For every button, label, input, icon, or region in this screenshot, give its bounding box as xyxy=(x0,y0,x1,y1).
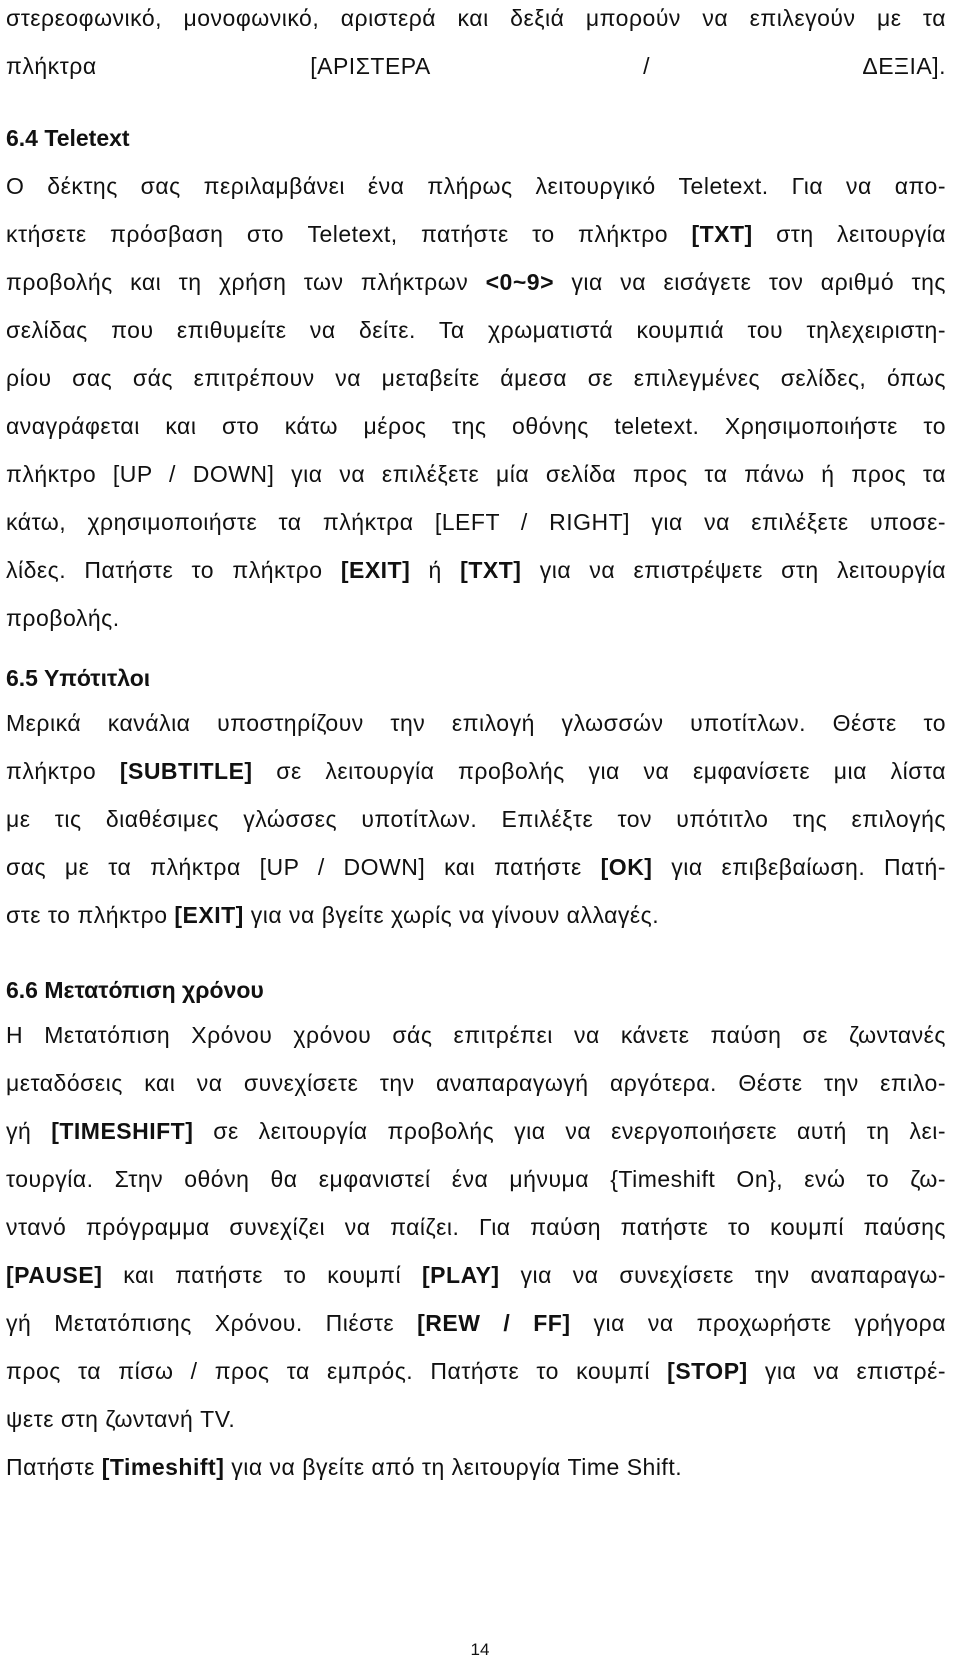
text-run: για να βγείτε χωρίς να γίνουν αλλαγές. xyxy=(243,902,660,928)
text-line xyxy=(6,0,946,42)
text-run: γή Μετατόπισης Χρόνου. Πιέστε xyxy=(6,1310,418,1336)
text-line xyxy=(6,594,946,642)
bold-key-label: [Timeshift] xyxy=(101,1454,225,1480)
bold-key-label: [PLAY] xyxy=(422,1262,500,1288)
bold-key-label: [EXIT] xyxy=(174,902,244,928)
text-run: πλήκτρο xyxy=(6,758,120,784)
text-run: στε το πλήκτρο xyxy=(6,902,175,928)
section-body-teletext xyxy=(6,162,946,642)
text-run: πλήκτρο [UP / DOWN] για να επιλέξετε μία σελίδα προς τα πάνω ή προς τα xyxy=(6,461,946,487)
text-run: στερεοφωνικό, μονοφωνικό, αριστερά και δεξιά μπορούν να επιλεγούν με τα xyxy=(6,5,946,31)
bold-key-label: [TXT] xyxy=(460,557,522,583)
section-heading-teletext: 6.4 Teletext xyxy=(6,125,130,151)
bold-key-label: [EXIT] xyxy=(340,557,411,583)
text-line xyxy=(6,843,946,891)
text-run: γή xyxy=(6,1118,52,1144)
text-line xyxy=(6,498,946,546)
text-run: για να βγείτε από τη λειτουργία Time Shift. xyxy=(224,1454,683,1480)
text-line xyxy=(6,1155,946,1203)
section-heading-subtitles: 6.5 Υπότιτλοι xyxy=(6,665,151,691)
text-run: για να επιστρέψετε στη λειτουργία xyxy=(521,557,946,583)
text-run: σε λειτουργία προβολής για να εμφανίσετε μια λίστα xyxy=(252,758,947,784)
text-run: σελίδας που επιθυμείτε να δείτε. Τα χρωματιστά κουμπιά του τηλεχειριστη- xyxy=(6,317,946,343)
text-run: αναγράφεται και στο κάτω μέρος της οθόνης teletext. Χρησιμοποιήστε το xyxy=(6,413,946,439)
text-line xyxy=(6,258,946,306)
text-run: ψετε στη ζωντανή TV. xyxy=(6,1406,236,1432)
text-run: τουργία. Στην οθόνη θα εμφανιστεί ένα μήνυμα {Timeshift On}, ενώ το ζω- xyxy=(6,1166,946,1192)
text-run: για να προχωρήστε γρήγορα xyxy=(570,1310,947,1336)
text-line xyxy=(6,402,946,450)
text-run: Μερικά κανάλια υποστηρίζουν την επιλογή γλωσσών υποτίτλων. Θέστε το xyxy=(6,710,946,736)
section-body-timeshift xyxy=(6,1011,946,1491)
text-run: σε λειτουργία προβολής για να ενεργοποιήσετε αυτή τη λει- xyxy=(193,1118,946,1144)
text-line xyxy=(6,1011,946,1059)
text-run: για να εισάγετε τον αριθμό της xyxy=(554,269,946,295)
text-run: προβολής. xyxy=(6,605,120,631)
text-line xyxy=(6,210,946,258)
text-run: ρίου σας σάς επιτρέπουν να μεταβείτε άμεσα σε επιλεγμένες σελίδες, όπως xyxy=(6,365,946,391)
text-run: Ο δέκτης σας περιλαμβάνει ένα πλήρως λειτουργικό Teletext. Για να απο- xyxy=(6,173,946,199)
text-run: κτήσετε πρόσβαση στο Teletext, πατήστε το πλήκτρο xyxy=(6,221,692,247)
text-line xyxy=(6,42,946,90)
text-run: με τις διαθέσιμες γλώσσες υποτίτλων. Επιλέξτε τον υπότιτλο της επιλογής xyxy=(6,806,946,832)
text-run: Πατήστε xyxy=(6,1454,102,1480)
text-run: στη λειτουργία xyxy=(752,221,946,247)
text-line xyxy=(6,450,946,498)
page-number: 14 xyxy=(470,1640,490,1659)
text-run: για να επιστρέ- xyxy=(747,1358,947,1384)
text-line xyxy=(6,1299,946,1347)
intro-paragraph xyxy=(6,0,946,90)
text-run: λίδες. Πατήστε το πλήκτρο xyxy=(6,557,341,583)
text-line xyxy=(6,1059,946,1107)
text-line xyxy=(6,306,946,354)
text-line xyxy=(6,162,946,210)
text-run: κάτω, χρησιμοποιήστε τα πλήκτρα [LEFT / RIGHT] για να επιλέξετε υποσε- xyxy=(6,509,946,535)
text-run: Η Μετατόπιση Χρόνου χρόνου σάς επιτρέπει να κάνετε παύση σε ζωντανές xyxy=(6,1022,946,1048)
bold-key-label: [SUBTITLE] xyxy=(119,758,253,784)
text-line xyxy=(6,891,946,939)
text-line xyxy=(6,795,946,843)
text-run: ντανό πρόγραμμα συνεχίζει να παίζει. Για παύση πατήστε το κουμπί παύσης xyxy=(6,1214,946,1240)
bold-key-label: [TXT] xyxy=(691,221,753,247)
text-run: προς τα πίσω / προς τα εμπρός. Πατήστε το κουμπί xyxy=(6,1358,668,1384)
text-line xyxy=(6,1347,946,1395)
text-run: πλήκτρα [ΑΡΙΣΤΕΡΑ / ΔΕΞΙΑ]. xyxy=(6,53,946,79)
bold-key-label: <0~9> xyxy=(485,269,555,295)
text-run: μεταδόσεις και να συνεχίσετε την αναπαραγωγή αργότερα. Θέστε την επιλο- xyxy=(6,1070,946,1096)
bold-key-label: [OK] xyxy=(600,854,653,880)
text-line xyxy=(6,1251,946,1299)
text-run: για να συνεχίσετε την αναπαραγω- xyxy=(499,1262,946,1288)
text-run: σας με τα πλήκτρα [UP / DOWN] και πατήστε xyxy=(6,854,601,880)
text-line xyxy=(6,699,946,747)
text-run: για επιβεβαίωση. Πατή- xyxy=(652,854,946,880)
text-line xyxy=(6,1107,946,1155)
bold-key-label: [TIMESHIFT] xyxy=(51,1118,194,1144)
text-line xyxy=(6,1203,946,1251)
text-line xyxy=(6,1443,946,1491)
bold-key-label: [REW / FF] xyxy=(417,1310,571,1336)
text-line xyxy=(6,546,946,594)
text-line xyxy=(6,1395,946,1443)
bold-key-label: [STOP] xyxy=(667,1358,748,1384)
text-run: προβολής και τη χρήση των πλήκτρων xyxy=(6,269,486,295)
section-heading-timeshift: 6.6 Μετατόπιση χρόνου xyxy=(6,977,264,1003)
bold-key-label: [PAUSE] xyxy=(6,1262,103,1288)
text-run: ή xyxy=(410,557,461,583)
section-body-subtitles xyxy=(6,699,946,939)
text-line xyxy=(6,354,946,402)
text-line xyxy=(6,747,946,795)
text-run: και πατήστε το κουμπί xyxy=(102,1262,423,1288)
